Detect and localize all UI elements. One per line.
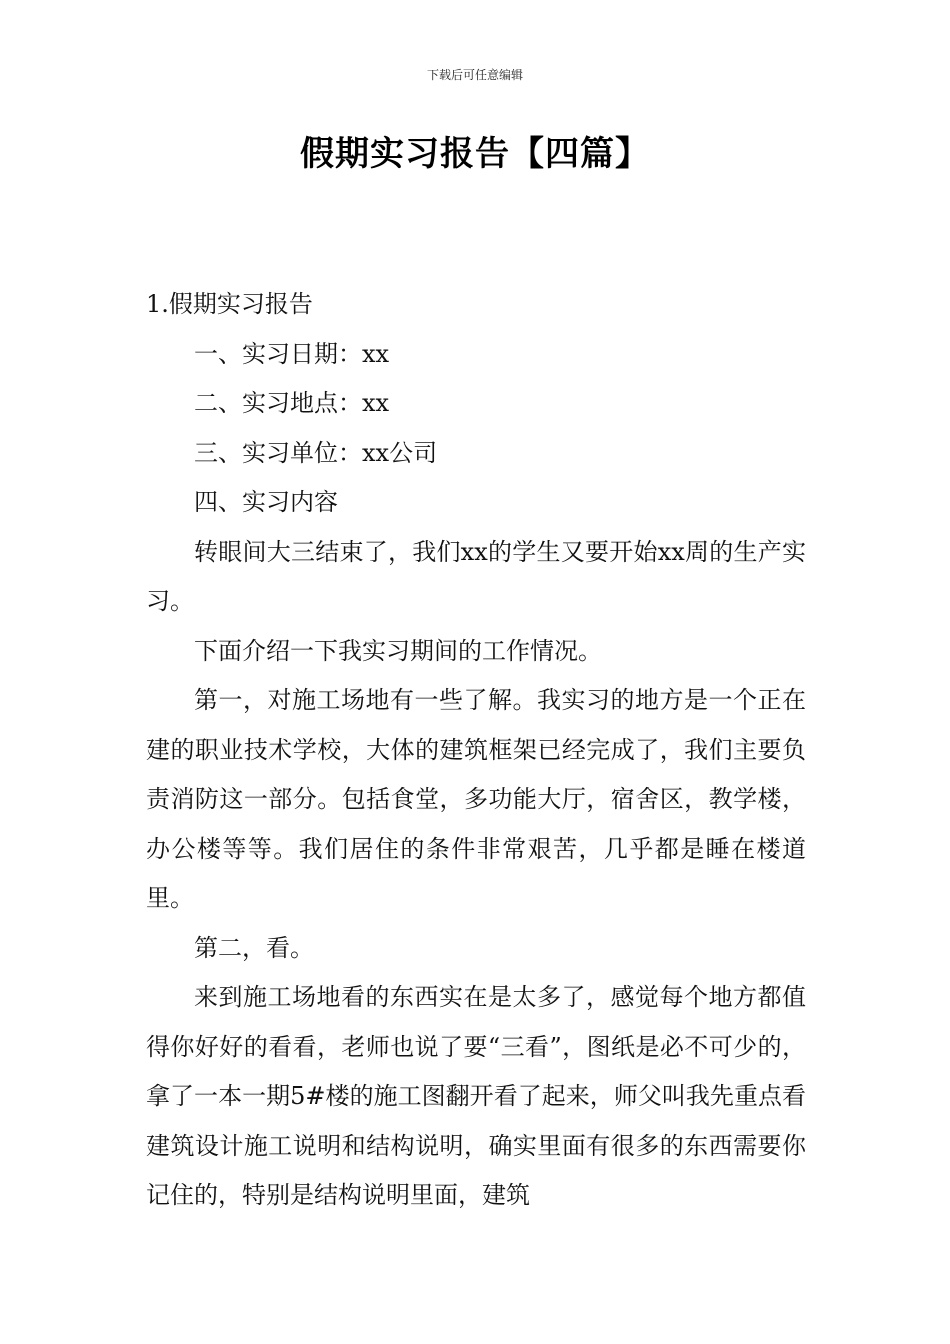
document-body [146,280,806,1221]
paragraph: 一、实习日期：xx [194,339,390,368]
paragraph: 转眼间大三结束了，我们xx的学生又要开始xx周的生产实习。 [146,537,806,615]
section-heading: 1.假期实习报告 [146,290,313,318]
paragraph: 第二，看。 [194,933,314,962]
paragraph: 二、实习地点：xx [194,389,390,417]
paragraph: 三、实习单位：xx公司 [194,438,438,467]
paragraph: 第一，对施工场地有一些了解。我实习的地方是一个正在建的职业技术学校，大体的建筑框架已经完成了，我们主要负责消防这一部分。包括食堂，多功能大厅，宿舍区，教学楼，办公楼等等。我们居住的条件非常艰苦，几乎都是睡在楼道里。 [146,686,806,912]
paragraph: 四、实习内容 [194,488,338,516]
paragraph: 下面介绍一下我实习期间的工作情况。 [194,636,602,665]
paragraph: 来到施工场地看的东西实在是太多了，感觉每个地方都值得你好好的看看，老师也说了要“三看”，图纸是必不可少的，拿了一本一期5#楼的施工图翻开看了起来，师父叫我先重点看建筑设计施工说明和结构说明，确实里面有很多的东西需要你记住的，特别是结构说明里面，建筑 [146,983,806,1209]
header-note: 下载后可任意编辑 [426,68,523,82]
document-title: 假期实习报告【四篇】 [300,134,650,174]
